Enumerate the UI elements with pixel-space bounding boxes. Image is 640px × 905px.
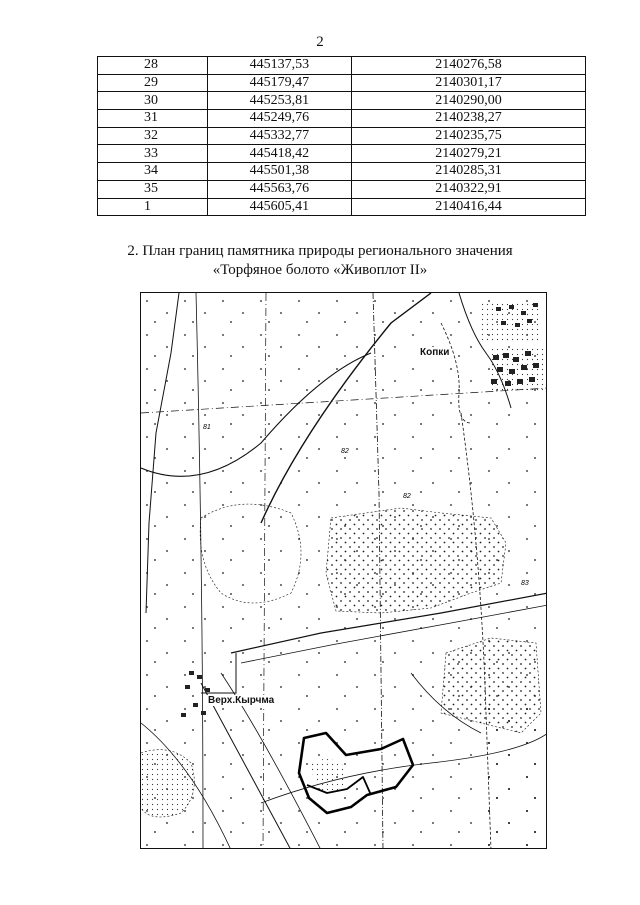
point-number-cell: 33: [98, 145, 208, 163]
quarter-number-82: 82: [341, 448, 349, 455]
table-row: [98, 110, 586, 128]
point-number-cell: 34: [98, 163, 208, 181]
point-number-cell: 31: [98, 110, 208, 128]
y-coordinate-cell: 2140322,91: [351, 180, 585, 198]
table-row: [98, 145, 586, 163]
x-coordinate-cell: 445179,47: [207, 74, 351, 92]
boundary-map: [140, 292, 547, 849]
table-row: [98, 92, 586, 110]
quarter-number-83: 83: [521, 580, 529, 587]
x-coordinate-cell: 445253,81: [207, 92, 351, 110]
coordinates-table: [97, 56, 586, 216]
point-number-cell: 29: [98, 74, 208, 92]
section-heading-line-1: 2. План границ памятника природы регионального значения: [127, 243, 513, 259]
point-number-cell: 30: [98, 92, 208, 110]
table-row: [98, 74, 586, 92]
page-number: 2: [316, 34, 324, 50]
x-coordinate-cell: 445249,76: [207, 110, 351, 128]
table-row: [98, 127, 586, 145]
quarter-number-81: 81: [203, 424, 211, 431]
table-row: [98, 198, 586, 216]
point-number-cell: 35: [98, 180, 208, 198]
y-coordinate-cell: 2140285,31: [351, 163, 585, 181]
place-label-kopki: Копки: [420, 347, 450, 358]
table-row: [98, 163, 586, 181]
section-heading: [0, 242, 640, 280]
x-coordinate-cell: 445501,38: [207, 163, 351, 181]
y-coordinate-cell: 2140276,58: [351, 57, 585, 75]
y-coordinate-cell: 2140279,21: [351, 145, 585, 163]
point-number-cell: 28: [98, 57, 208, 75]
y-coordinate-cell: 2140301,17: [351, 74, 585, 92]
quarter-number-82-second: 82: [403, 493, 411, 500]
y-coordinate-cell: 2140235,75: [351, 127, 585, 145]
section-heading-line-2: «Торфяное болото «Живоплот II»: [212, 262, 428, 278]
map-drawing: [141, 293, 547, 849]
x-coordinate-cell: 445332,77: [207, 127, 351, 145]
y-coordinate-cell: 2140416,44: [351, 198, 585, 216]
table-row: [98, 57, 586, 75]
x-coordinate-cell: 445418,42: [207, 145, 351, 163]
y-coordinate-cell: 2140238,27: [351, 110, 585, 128]
x-coordinate-cell: 445605,41: [207, 198, 351, 216]
point-number-cell: 1: [98, 198, 208, 216]
x-coordinate-cell: 445563,76: [207, 180, 351, 198]
point-number-cell: 32: [98, 127, 208, 145]
table-row: [98, 180, 586, 198]
place-label-verkh-kyrchma: Верх.Кырчма: [208, 695, 275, 706]
y-coordinate-cell: 2140290,00: [351, 92, 585, 110]
x-coordinate-cell: 445137,53: [207, 57, 351, 75]
